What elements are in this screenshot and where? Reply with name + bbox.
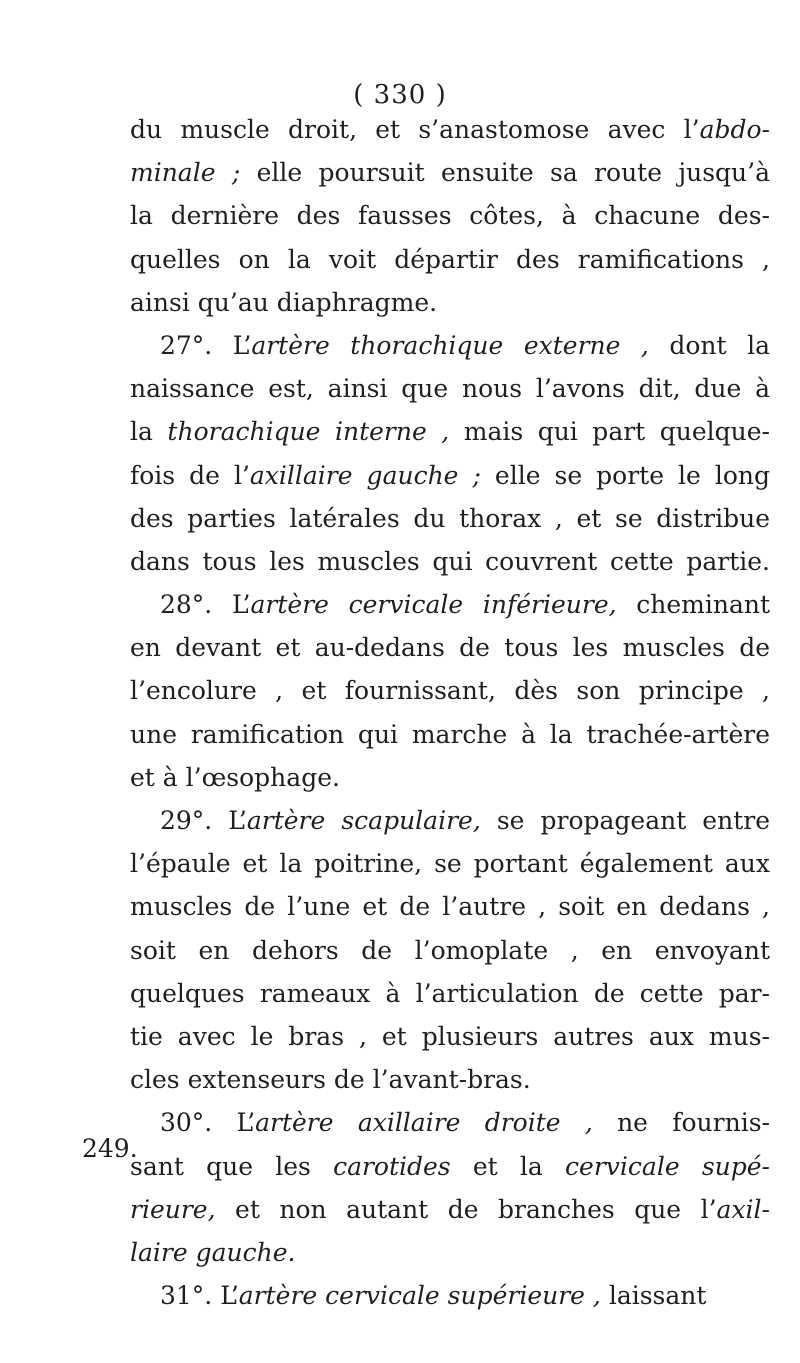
text-run: 27°. L’ (160, 330, 252, 360)
italic-term: thorachique interne , (167, 417, 450, 447)
italic-term: abdo- (699, 115, 770, 144)
text-line (130, 454, 770, 497)
italic-term: axillaire gauche ; (249, 460, 481, 490)
text-line (130, 238, 770, 281)
text-run: elle poursuit ensuite sa route jusqu’à (240, 158, 770, 188)
text-run: cheminant (616, 590, 770, 620)
italic-term: artère cervicale supérieure , (238, 1281, 601, 1311)
italic-term: laire gauche. (130, 1237, 296, 1267)
text-line (130, 713, 770, 756)
text-line (130, 1231, 770, 1274)
text-run: 30°. L’ (160, 1108, 256, 1138)
text-run: la dernière des fausses côtes, à chacune des- (130, 201, 770, 231)
italic-term: rieure, (130, 1194, 216, 1224)
italic-term: artère axillaire droite , (255, 1108, 593, 1138)
text-line (130, 669, 770, 712)
text-run: mais qui part quelque- (449, 417, 770, 447)
text-run: 31°. L’ (160, 1281, 239, 1311)
italic-term: artère cervicale inférieure, (250, 590, 617, 620)
text-run: quelles on la voit départir des ramifications , (130, 244, 770, 274)
text-run: muscles de l’une et de l’autre , soit en dedans , (130, 892, 770, 922)
text-line (130, 842, 770, 885)
margin-note: 249. (82, 1134, 138, 1163)
italic-term: carotides (333, 1151, 451, 1181)
text-run: ne fournis- (592, 1108, 770, 1138)
text-line (130, 281, 770, 324)
text-line (130, 367, 770, 410)
text-run: naissance est, ainsi que nous l’avons dit, due à (130, 374, 770, 404)
text-line (130, 1101, 770, 1144)
italic-term: artère scapulaire, (246, 806, 481, 835)
text-run: dont la (648, 330, 770, 360)
text-run: fois de l’ (130, 460, 250, 490)
text-line (130, 1058, 770, 1101)
italic-term: cervicale supé- (565, 1151, 771, 1181)
text-line (130, 324, 770, 367)
text-line (130, 626, 770, 669)
text-run: l’encolure , et fournissant, dès son principe , (130, 676, 770, 706)
text-line (130, 972, 770, 1015)
text-run: une ramification qui marche à la trachée-artère (130, 719, 770, 749)
text-run: elle se porte le long (480, 460, 770, 490)
text-run: soit en dehors de l’omoplate , en envoyant (130, 935, 770, 965)
text-line (130, 194, 770, 237)
text-run: en devant et au-dedans de tous les muscles de (130, 633, 770, 663)
text-run: ainsi qu’au diaphragme. (130, 287, 438, 317)
text-line (130, 1015, 770, 1058)
text-run: sant que les (130, 1151, 334, 1181)
text-run: l’épaule et la poitrine, se portant également aux (130, 849, 770, 879)
text-run: 28°. L’ (160, 590, 251, 620)
text-line (130, 410, 770, 453)
page-number: ( 330 ) (353, 80, 447, 110)
text-run: et la (450, 1151, 566, 1181)
italic-term: minale ; (130, 158, 241, 188)
text-run: des parties latérales du thorax , et se distribue (130, 503, 770, 533)
text-line (130, 799, 770, 842)
text-line (130, 540, 770, 583)
text-line (130, 108, 770, 151)
text-line (130, 497, 770, 540)
text-line (130, 151, 770, 194)
text-line (130, 756, 770, 799)
text-run: tie avec le bras , et plusieurs autres aux mus- (130, 1021, 770, 1051)
text-run: et à l’œsophage. (130, 762, 340, 792)
text-run: se propageant entre (480, 806, 770, 835)
text-line (130, 929, 770, 972)
text-run: quelques rameaux à l’articulation de cette par- (130, 978, 770, 1008)
text-line (130, 1188, 770, 1231)
text-run: la (130, 417, 168, 447)
text-run: cles extenseurs de l’avant-bras. (130, 1065, 531, 1095)
text-run: dans tous les muscles qui couvrent cette partie. (130, 546, 770, 576)
italic-term: artère thorachique externe , (251, 330, 649, 360)
text-run: du muscle droit, et s’anastomose avec l’ (130, 115, 700, 144)
text-run: 29°. L’ (160, 806, 247, 835)
body-text (130, 108, 770, 1317)
text-line (130, 1274, 770, 1317)
text-line (130, 885, 770, 928)
text-run: et non autant de branches que l’ (215, 1194, 717, 1224)
text-run: laissant (600, 1281, 707, 1311)
text-line (130, 1145, 770, 1188)
text-line (130, 583, 770, 626)
italic-term: axil- (716, 1194, 770, 1224)
